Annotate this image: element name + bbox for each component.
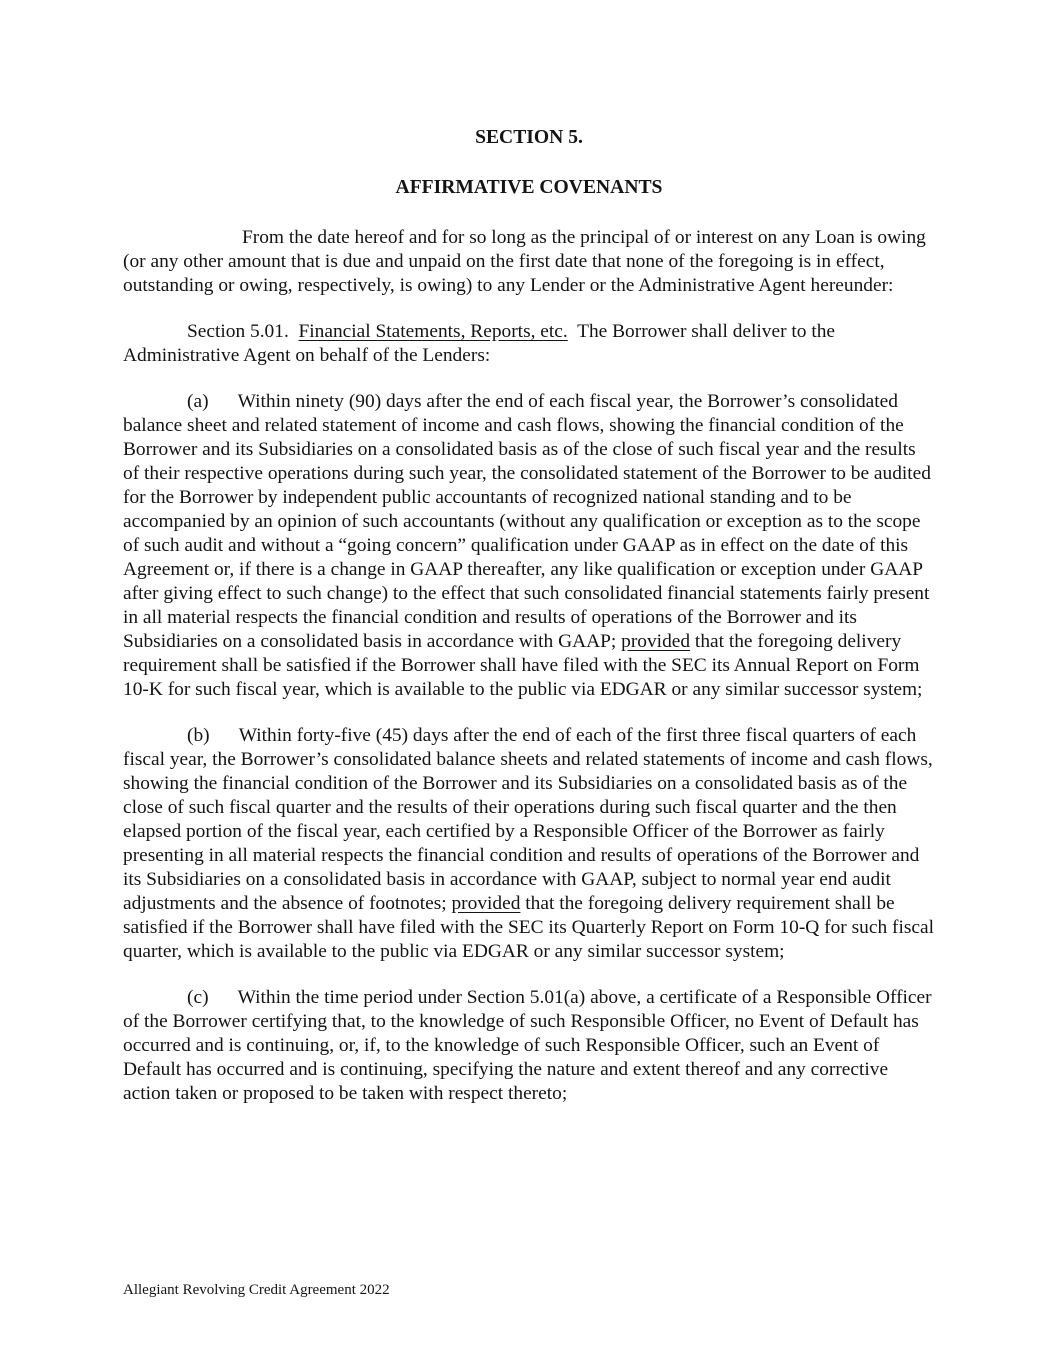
text-run: that the foregoing delivery requirement shall be satisfied if the Borrower shall have filed with the SEC its Annual Report on Form 10-K for such fiscal year, which is available to the public via EDGAR or any similar successor system; xyxy=(123,631,923,700)
document-body xyxy=(123,126,935,1128)
text-run: (b) Within forty-five (45) days after the end of each of the first three fiscal quarters of each fiscal year, the Borrower’s consolidated balance sheets and related statements of income and cash flows, showing the financial condition of the Borrower and its Subsidiaries on a consolidated basis as of the close of such fiscal quarter and the results of their operations during such fiscal quarter and the then elapsed portion of the fiscal year, each certified by a Responsible Officer of the Borrower as fairly presenting in all material respects the financial condition and results of operations of the Borrower and its Subsidiaries on a consolidated basis in accordance with GAAP, subject to normal year end audit adjustments and the absence of footnotes; xyxy=(123,725,933,914)
document-footer: Allegiant Revolving Credit Agreement 2022 xyxy=(123,1282,390,1298)
paragraph-section-5-01 xyxy=(123,320,935,368)
text-run: that the foregoing delivery requirement shall be satisfied if the Borrower shall have filed with the SEC its Quarterly Report on Form 10-Q for such fiscal quarter, which is available to the public via EDGAR or any similar successor system; xyxy=(123,893,934,962)
intro-paragraph xyxy=(123,226,935,298)
text-run: From the date hereof and for so long as the principal of or interest on any Loan is owing (or any other amount that is due and unpaid on the first date that none of the foregoing is in effect, outstanding or owing, respectively, is owing) to any Lender or the Administrative Agent hereunder: xyxy=(123,227,926,296)
underlined-text-run: provided xyxy=(451,893,521,914)
paragraph-clause-b xyxy=(123,724,935,964)
paragraph-clause-a xyxy=(123,390,935,702)
text-run: (a) Within ninety (90) days after the end of each fiscal year, the Borrower’s consolidated balance sheet and related statement of income and cash flows, showing the financial condition of the Borrower and its Subsidiaries on a consolidated basis as of the close of such fiscal year and the results of their respective operations during such year, the consolidated statement of the Borrower to be audited for the Borrower by independent public accountants of recognized national standing and to be accompanied by an opinion of such accountants (without any qualification or exception as to the scope of such audit and without a “going concern” qualification under GAAP as in effect on the date of this Agreement or, if there is a change in GAAP thereafter, any like qualification or exception under GAAP after giving effect to such change) to the effect that such consolidated financial statements fairly present in all material respects the financial condition and results of operations of the Borrower and its Subsidiaries on a consolidated basis in accordance with GAAP; xyxy=(123,391,931,652)
text-run: Section 5.01. xyxy=(187,321,299,342)
underlined-text-run: Financial Statements, Reports, etc. xyxy=(298,321,568,342)
paragraph-clause-c xyxy=(123,986,935,1106)
affirmative-covenants-heading: AFFIRMATIVE COVENANTS xyxy=(395,177,663,198)
text-run: (c) Within the time period under Section 5.01(a) above, a certificate of a Responsible Officer of the Borrower certifying that, to the knowledge of such Responsible Officer, no Event of Default has occurred and is continuing, or, if, to the knowledge of such Responsible Officer, such an Event of Default has occurred and is continuing, specifying the nature and extent thereof and any corrective action taken or proposed to be taken with respect thereto; xyxy=(123,987,932,1104)
underlined-text-run: provided xyxy=(621,631,691,652)
text-run: The Borrower shall deliver to the Administrative Agent on behalf of the Lenders: xyxy=(123,321,836,366)
section-heading: SECTION 5. xyxy=(475,127,583,148)
